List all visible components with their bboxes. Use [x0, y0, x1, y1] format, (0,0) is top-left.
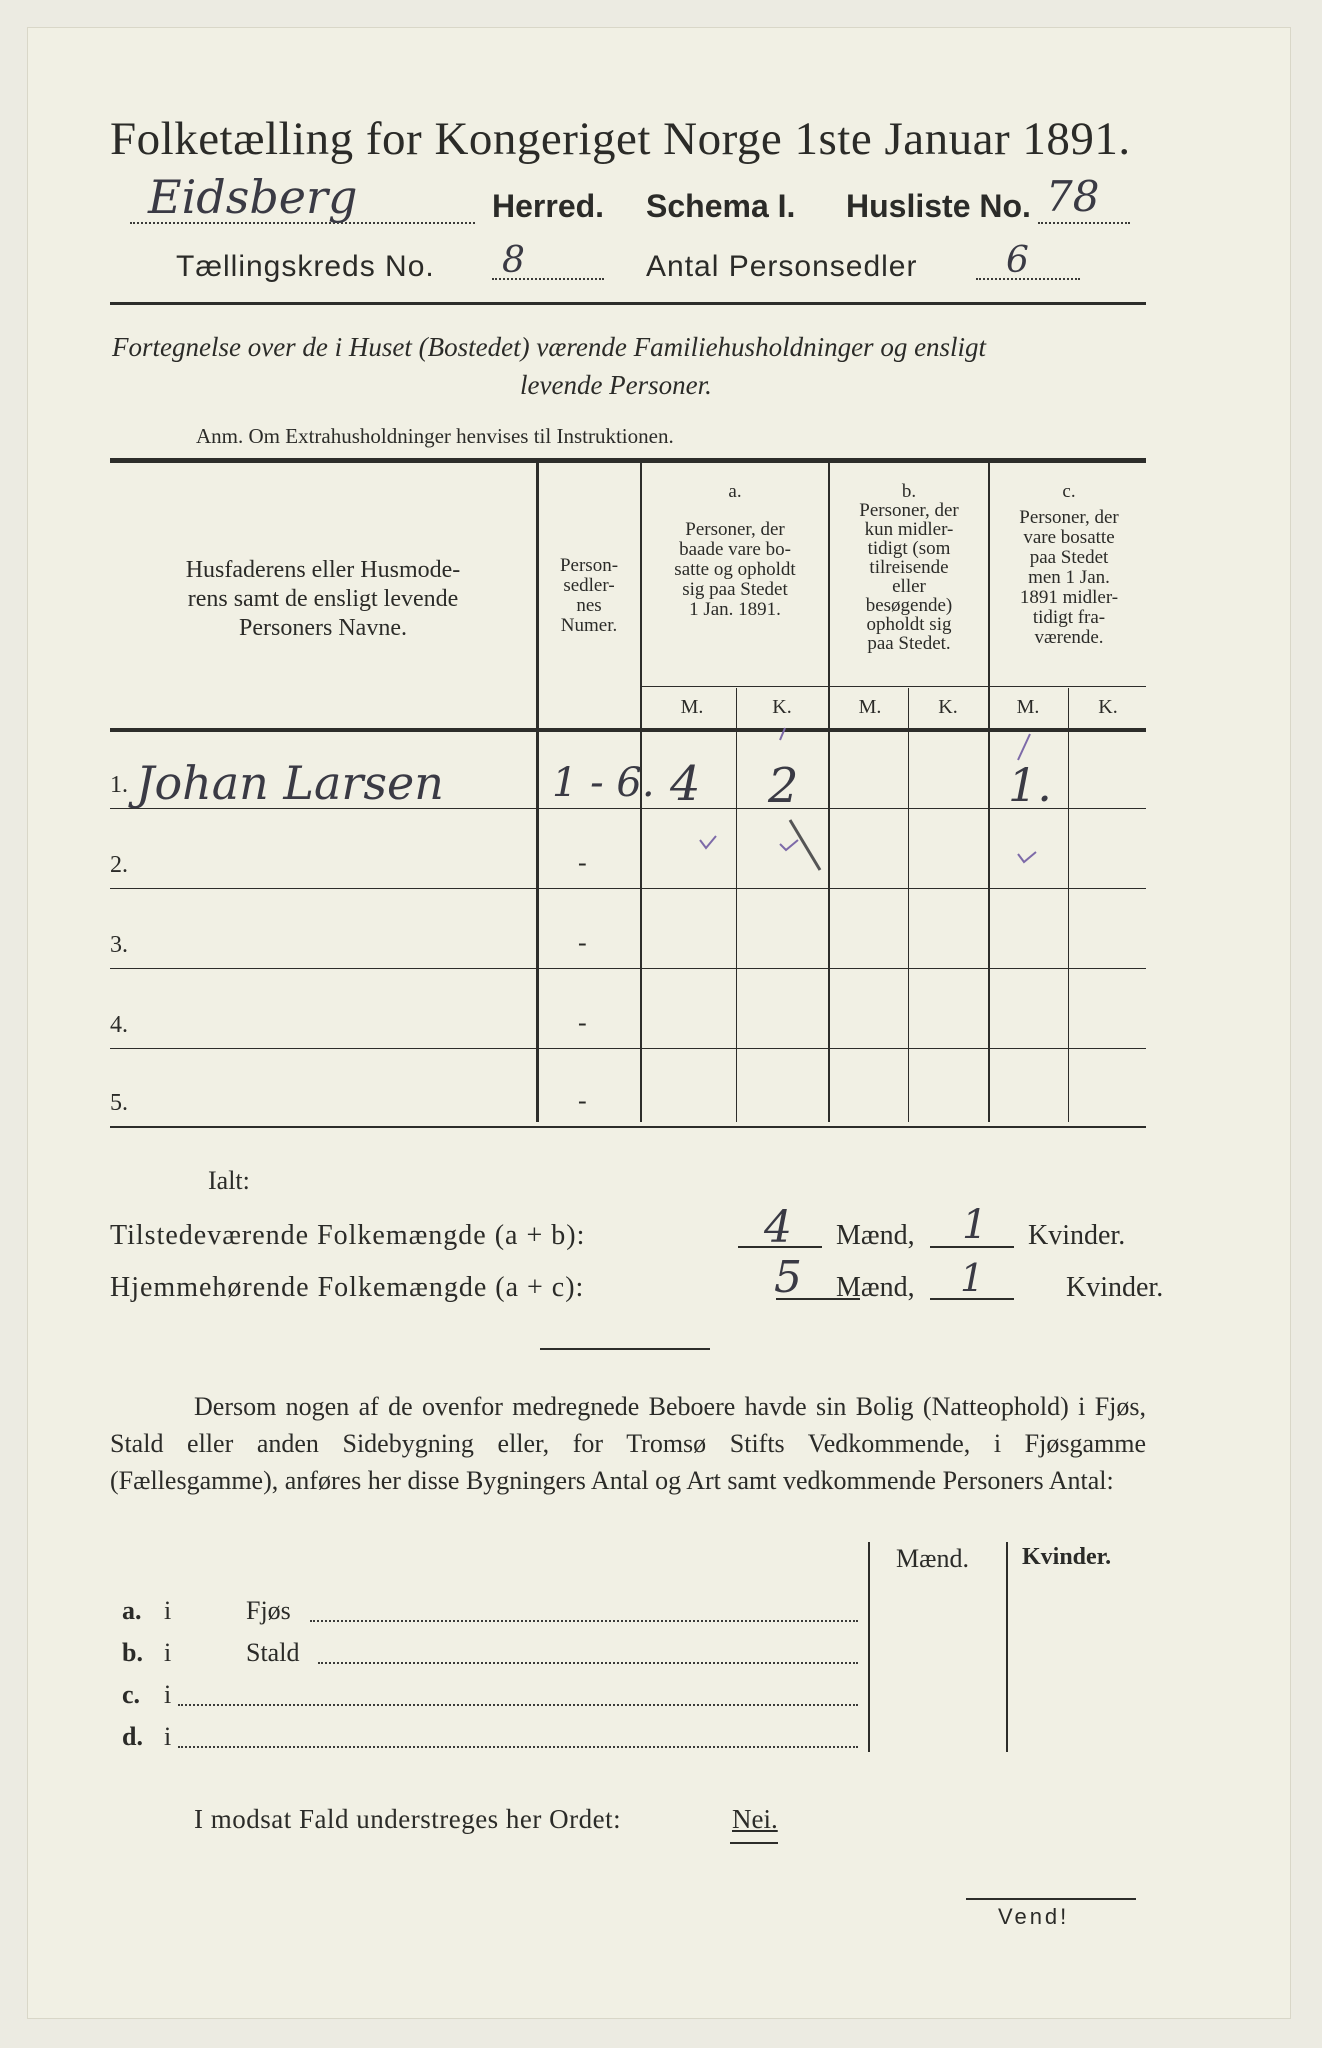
- col-divider-name: [536, 462, 539, 1122]
- row-c-m: 1.: [1008, 758, 1052, 812]
- herred-handwritten: Eidsberg: [148, 170, 358, 224]
- census-form-page: [28, 28, 1290, 2018]
- bygning-kvinder-header: Kvinder.: [1022, 1544, 1112, 1570]
- handwritten-check-marks: [640, 720, 1160, 890]
- row-number: 1.: [110, 772, 128, 798]
- hjemme-maend: 5: [774, 1252, 802, 1303]
- kreds-number: 8: [502, 240, 525, 281]
- bygning-divider-2: [1006, 1542, 1008, 1752]
- husliste-number: 78: [1046, 172, 1100, 221]
- personsedler-label: Antal Personsedler: [646, 250, 918, 283]
- row-number: 5.: [110, 1090, 128, 1116]
- row-numer: -: [578, 928, 587, 957]
- tilstede-maend: 4: [764, 1202, 792, 1253]
- row-a-k: 2: [768, 758, 799, 814]
- bygning-row-prep: i: [164, 1722, 172, 1751]
- bygning-row-label: Fjøs: [246, 1596, 291, 1625]
- bygning-row-prep: i: [164, 1680, 172, 1709]
- bygning-row-prep: i: [164, 1596, 172, 1625]
- row-numer: -: [578, 1086, 587, 1115]
- row-number: 4.: [110, 1012, 128, 1038]
- hjemme-label: Hjemmehørende Folkemængde (a + c):: [110, 1272, 585, 1303]
- bygning-row-dots: [310, 1620, 858, 1622]
- col-numer-header: Person- sedler- nes Numer.: [559, 555, 619, 636]
- intro-line-1: Fortegnelse over de i Huset (Bostedet) værende Familiehusholdninger og ensligt: [112, 332, 987, 362]
- schema-label: Schema I.: [646, 188, 796, 224]
- bygning-row-dots: [318, 1662, 858, 1664]
- c-sub-rule: [988, 686, 1146, 687]
- b-k-label: K.: [938, 696, 958, 718]
- ab-sub-rule: [640, 686, 990, 687]
- table-top-rule: [110, 458, 1146, 463]
- row-rule-4: [110, 1048, 1146, 1049]
- bygning-row-dots: [178, 1746, 858, 1748]
- c-m-label: M.: [1016, 696, 1040, 718]
- bygning-row-letter: b.: [122, 1638, 143, 1667]
- col-c-header: c. Personer, der vare bosatte paa Stedet men 1 Jan. 1891 midler- tidigt fra- værende.: [1019, 481, 1119, 648]
- col-a-header: a. Personer, der baade vare bo- satte og opholdt sig paa Stedet 1 Jan. 1891.: [674, 481, 796, 620]
- kreds-label: Tællingskreds No.: [176, 250, 435, 283]
- row-number: 2.: [110, 852, 128, 878]
- hjemme-kvinder-label: Kvinder.: [1066, 1272, 1164, 1303]
- hjemme-kvinder: 1: [960, 1256, 985, 1300]
- vend-label: Vend!: [998, 1904, 1070, 1929]
- bygning-row-prep: i: [164, 1638, 172, 1667]
- header-rule: [110, 302, 1146, 305]
- c-k-label: K.: [1098, 696, 1118, 718]
- b-m-label: M.: [858, 696, 882, 718]
- tilstede-label: Tilstedeværende Folkemængde (a + b):: [110, 1220, 586, 1251]
- anm-note: Anm. Om Extrahusholdninger henvises til Instruktionen.: [196, 424, 674, 448]
- modsat-text: I modsat Fald understreges her Ordet:: [194, 1804, 622, 1834]
- bygning-divider-1: [868, 1542, 870, 1752]
- bygning-row-letter: d.: [122, 1722, 143, 1751]
- col-b-header: b. Personer, der kun midler- tidigt (som tilreisende eller besøgende) opholdt sig paa Stedet.: [859, 481, 959, 654]
- row-name: Johan Larsen: [136, 756, 444, 810]
- bygning-row-label: Stald: [246, 1638, 300, 1667]
- section-divider: [540, 1348, 710, 1350]
- row-numer: -: [578, 1008, 587, 1037]
- husliste-label: Husliste No.: [846, 188, 1031, 224]
- nei-handwritten-underline: [730, 1842, 778, 1844]
- row-rule-3: [110, 968, 1146, 969]
- col-name-header: Husfaderens eller Husmode- rens samt de ensligt levende Personers Navne.: [185, 557, 461, 641]
- tilstede-kvinder-label: Kvinder.: [1028, 1220, 1126, 1251]
- a-m-label: M.: [680, 696, 704, 718]
- vend-rule: [966, 1898, 1136, 1900]
- form-title: Folketælling for Kongeriget Norge 1ste Januar 1891.: [110, 113, 1131, 165]
- hjemme-maend-label: Mænd,: [836, 1272, 915, 1303]
- personsedler-number: 6: [1006, 240, 1029, 281]
- bygning-row-dots: [178, 1704, 858, 1706]
- intro-line-2: levende Personer.: [520, 370, 712, 400]
- tilstede-kvinder: 1: [962, 1202, 988, 1248]
- husliste-dotted-line: [1038, 222, 1130, 224]
- modsat-word: Nei.: [732, 1804, 778, 1834]
- row-a-m: 4: [670, 756, 701, 812]
- row-numer: -: [578, 848, 587, 877]
- a-k-label: K.: [772, 696, 792, 718]
- ialt-label: Ialt:: [208, 1166, 250, 1195]
- bygning-row-letter: c.: [122, 1680, 141, 1709]
- bygning-row-letter: a.: [122, 1596, 142, 1625]
- row-number: 3.: [110, 932, 128, 958]
- tilstede-maend-label: Mænd,: [836, 1220, 915, 1251]
- herred-label: Herred.: [492, 188, 605, 224]
- row-rule-5: [110, 1126, 1146, 1128]
- row-numer: 1 - 6.: [552, 760, 655, 806]
- bygning-maend-header: Mænd.: [896, 1544, 969, 1573]
- bygning-paragraph: Dersom nogen af de ovenfor medregnede Beboere havde sin Bolig (Natteophold) i Fjøs, Stald eller anden Sidebygning eller, for Tromsø Stifts Vedkommende, i Fjøsgamme (Fællesgamme), anføres her disse Bygningers Antal og Art samt vedkommende Personers Antal:: [110, 1392, 1146, 1495]
